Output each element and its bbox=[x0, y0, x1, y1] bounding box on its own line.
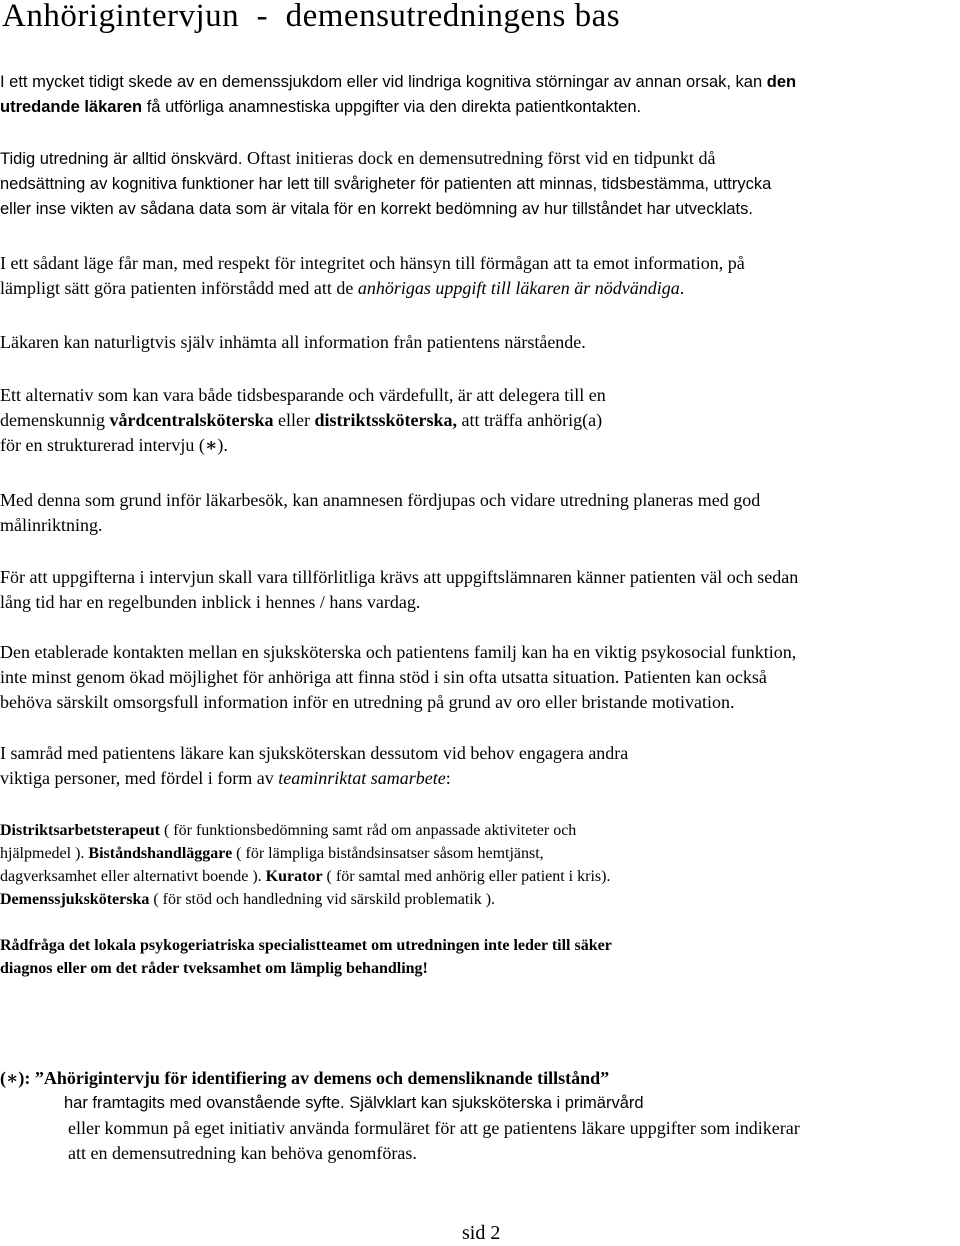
paragraph-early-assessment bbox=[0, 146, 960, 222]
text: för en strukturerad intervju ( bbox=[0, 435, 205, 455]
paragraph-reliability bbox=[0, 565, 960, 615]
bold-text: Biståndshandläggare bbox=[88, 845, 233, 862]
text: I samråd med patientens läkare kan sjuksköterskan dessutom vid behov engagera andra bbox=[0, 743, 629, 763]
paragraph-relatives-info bbox=[0, 251, 960, 301]
text: Den etablerade kontakten mellan en sjuksköterska och patientens familj kan ha en viktig psykosocial funktion, bbox=[0, 642, 797, 662]
text: I ett mycket tidigt skede av en demenssjukdom eller vid lindriga kognitiva störningar av annan orsak, kan bbox=[0, 73, 767, 91]
paragraph-teamwork bbox=[0, 741, 960, 791]
text: att en demensutredning kan behöva genomföras. bbox=[68, 1143, 417, 1163]
text: ( för funktionsbedömning samt råd om anpassade aktiviteter och bbox=[159, 822, 577, 839]
footnote bbox=[0, 1066, 800, 1166]
text: ). bbox=[217, 435, 228, 455]
text: viktiga personer, med fördel i form av bbox=[0, 768, 279, 788]
text: behöva särskilt omsorgsfull information inför en utredning på grund av oro eller bristande motivation. bbox=[0, 692, 735, 712]
asterisk-marker: ∗ bbox=[204, 435, 218, 455]
page-title: Anhörigintervjun - demensutredningens bas bbox=[2, 0, 621, 34]
text: ( för stöd och handledning vid särskild problematik ). bbox=[149, 891, 496, 908]
text: Med denna som grund inför läkarbesök, kan anamnesen fördjupas och vidare utredning planeras med god bbox=[0, 490, 761, 510]
text: lämpligt sätt göra patienten införstådd med att de bbox=[0, 278, 358, 298]
text: : bbox=[445, 768, 451, 788]
bold-text: distriktssköterska, bbox=[314, 410, 457, 430]
text: inte minst genom ökad möjlighet för anhöriga att finna stöd i sin ofta utsatta situation. Patienten kan också bbox=[0, 667, 767, 687]
text: ( för lämpliga biståndsinsatser såsom hemtjänst, bbox=[232, 845, 544, 862]
paragraph-alternative bbox=[0, 383, 960, 458]
italic-text: teaminriktat samarbete bbox=[278, 768, 446, 788]
footnote-marker: (∗): bbox=[0, 1068, 35, 1088]
text: . bbox=[679, 278, 685, 298]
text: För att uppgifterna i intervjun skall vara tillförlitliga krävs att uppgiftslämnaren känner patienten väl och sedan bbox=[0, 567, 799, 587]
text: att träffa anhörig(a) bbox=[456, 410, 603, 430]
paragraph-contact bbox=[0, 640, 960, 715]
text: eller bbox=[273, 410, 315, 430]
paragraph-basis bbox=[0, 488, 960, 538]
text: eller kommun på eget initiativ använda formuläret för att ge patientens läkare uppgifter som indikerar bbox=[68, 1118, 800, 1138]
paragraph-team-roles bbox=[0, 819, 960, 911]
text: dagverksamhet eller alternativt boende ). bbox=[0, 868, 266, 885]
text: Rådfråga det lokala psykogeriatriska specialistteamet om utredningen inte leder till säker bbox=[0, 937, 612, 954]
bold-text: den bbox=[766, 73, 797, 91]
text: eller inse vikten av sådana data som är vitala för en korrekt bedömning av hur tillståndet har utvecklats. bbox=[0, 200, 753, 218]
bold-text: Distriktsarbetsterapeut bbox=[0, 822, 160, 839]
page-number: sid 2 bbox=[462, 1222, 501, 1244]
bold-text: Kurator bbox=[265, 868, 323, 885]
text: Ett alternativ som kan vara både tidsbesparande och värdefullt, är att delegera till en bbox=[0, 385, 606, 405]
text: Oftast initieras dock en demensutredning först vid en tidpunkt då bbox=[247, 148, 716, 168]
bold-text: Demenssjuksköterska bbox=[0, 891, 150, 908]
text: nedsättning av kognitiva funktioner har lett till svårigheter för patienten att minnas, tidsbestämma, uttrycka bbox=[0, 175, 772, 193]
text: målinriktning. bbox=[0, 515, 103, 535]
paragraph-consult bbox=[0, 934, 960, 980]
paragraph-doctor bbox=[0, 330, 960, 355]
text: få utförliga anamnestiska uppgifter via den direkta patientkontakten. bbox=[142, 98, 642, 116]
text: har framtagits med ovanstående syfte. Självklart kan sjuksköterska i primärvård bbox=[64, 1094, 644, 1112]
footnote-title: ”Ahörigintervju för identifiering av demens och demensliknande tillstånd” bbox=[34, 1068, 610, 1088]
italic-text: anhörigas uppgift till läkaren är nödvändiga bbox=[357, 278, 680, 298]
text: Läkaren kan naturligtvis själv inhämta all information från patientens närstående. bbox=[0, 332, 586, 352]
text: ( för samtal med anhörig eller patient i kris). bbox=[322, 868, 611, 885]
paragraph-intro bbox=[0, 70, 960, 120]
text: Tidig utredning är alltid önskvärd. bbox=[0, 150, 248, 168]
text: I ett sådant läge får man, med respekt för integritet och hänsyn till förmågan att ta emot information, på bbox=[0, 253, 745, 273]
text: hjälpmedel ). bbox=[0, 845, 89, 862]
text: diagnos eller om det råder tveksamhet om lämplig behandling! bbox=[0, 960, 428, 977]
text: lång tid har en regelbunden inblick i hennes / hans vardag. bbox=[0, 592, 421, 612]
bold-text: utredande läkaren bbox=[0, 98, 143, 116]
text: demenskunnig bbox=[0, 410, 110, 430]
bold-text: vårdcentralsköterska bbox=[109, 410, 274, 430]
